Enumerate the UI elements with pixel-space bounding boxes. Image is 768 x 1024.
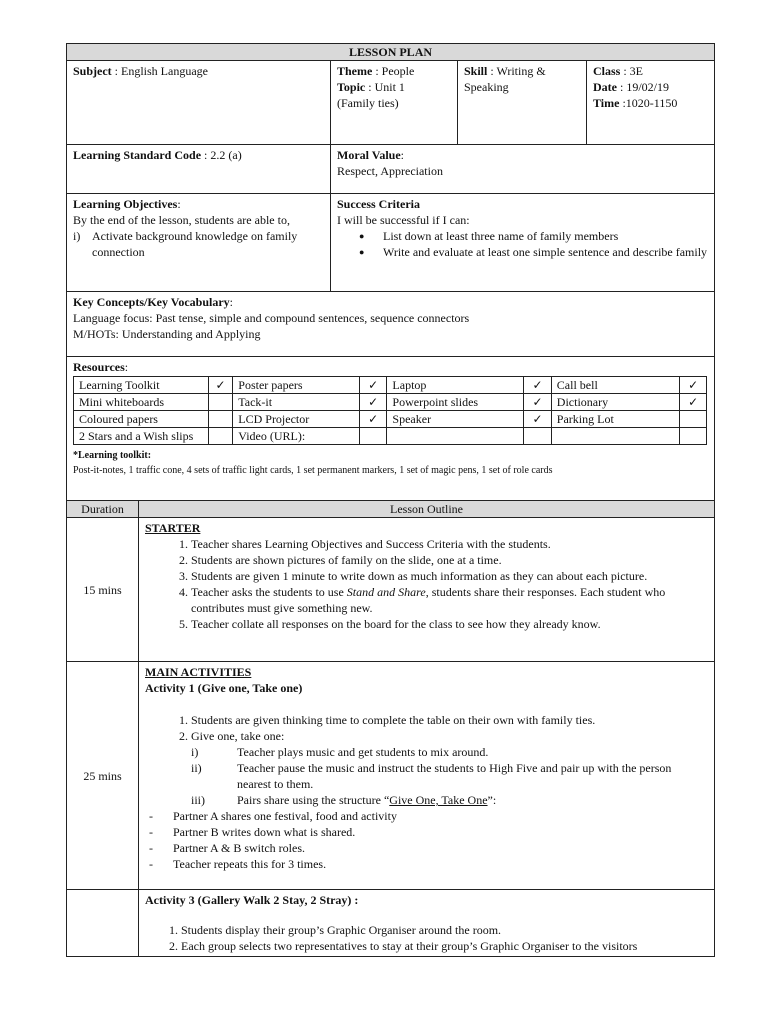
- theme-label: Theme: [337, 64, 373, 78]
- resource-item: [387, 428, 524, 445]
- objectives-label: Learning Objectives: [73, 197, 178, 211]
- concepts-line-2: M/HOTs: Understanding and Applying: [73, 327, 261, 341]
- tick-mark: [208, 428, 233, 445]
- standard-label: Learning Standard Code: [73, 148, 202, 162]
- resource-item: Laptop: [387, 377, 524, 394]
- tick-mark: ✓: [359, 411, 387, 428]
- topic-value: : Unit 1: [365, 80, 405, 94]
- starter-cell: [139, 518, 715, 662]
- resource-item: Call bell: [551, 377, 680, 394]
- date-value: : 19/02/19: [617, 80, 670, 94]
- success-list: [337, 228, 708, 260]
- tick-mark: ✓: [680, 377, 707, 394]
- tick-mark: [680, 411, 707, 428]
- toolkit-text: Post-it-notes, 1 traffic cone, 4 sets of traffic light cards, 1 set permanent markers, 1 set of magic pens, 1 set of role cards: [73, 465, 553, 476]
- resource-row: [74, 411, 707, 428]
- starter-duration: 15 mins: [67, 518, 139, 662]
- outline-header: Lesson Outline: [139, 501, 715, 518]
- success-item: ● Write and evaluate at least one simple sentence and describe family: [383, 244, 708, 260]
- dash-item: - Partner A shares one festival, food and activity: [149, 809, 397, 823]
- list-item: 2. Each group selects two representatives to stay at their group’s Graphic Organiser to the visitors: [181, 938, 708, 954]
- tick-mark: [208, 394, 233, 411]
- resource-item: Coloured papers: [74, 411, 209, 428]
- theme-cell: [331, 61, 458, 145]
- skill-value: : Writing &: [487, 64, 546, 78]
- resources-cell: Resources: Learning Toolkit ✓ Poster papers ✓ Laptop ✓ Call bell ✓ Mini whiteboards Tack-it ✓ Powerpoint slides ✓ Dictionary ✓ Coloured papers LCD Projector ✓ Speaker ✓ Parking Lot 2 Stars and a Wish slips Video (URL): *Learning toolkit: Post-it-notes, 1 traffic cone, 4 sets of traffic light cards, 1 set permanent markers, 1 set of magic pens, 1 set of role cards: [67, 357, 715, 501]
- gallery-duration: [67, 890, 139, 957]
- success-intro: I will be successful if I can:: [337, 213, 470, 227]
- resource-item: Video (URL):: [233, 428, 360, 445]
- dash-item: - Partner B writes down what is shared.: [149, 825, 356, 839]
- list-item: 4. Teacher asks the students to use Stand and Share, students share their responses. Each student who contributes must give something new.: [191, 584, 708, 616]
- tick-mark: [208, 411, 233, 428]
- resources-label: Resources: [73, 360, 125, 374]
- subject-cell: [67, 61, 331, 145]
- tick-mark: ✓: [524, 377, 552, 394]
- resources-table: [73, 376, 707, 445]
- moral-value: Respect, Appreciation: [337, 164, 443, 178]
- list-item: 5. Teacher collate all responses on the board for the class to see how they already know.: [191, 616, 708, 632]
- lesson-plan-table: [66, 43, 715, 957]
- activity-3-title: Activity 3 (Gallery Walk 2 Stay, 2 Stray) :: [145, 893, 359, 907]
- tick-mark: ✓: [680, 394, 707, 411]
- topic-label: Topic: [337, 80, 366, 94]
- tick-mark: [524, 428, 552, 445]
- toolkit-label: *Learning toolkit:: [73, 450, 152, 461]
- concepts-cell: Key Concepts/Key Vocabulary: Language focus: Past tense, simple and compound sentences, sequence connectors M/HOTs: Understanding and Applying: [67, 292, 715, 357]
- tick-mark: ✓: [524, 394, 552, 411]
- success-cell: [331, 194, 715, 292]
- sub-item: i) Teacher plays music and get students to mix around.: [191, 745, 489, 759]
- moral-cell: Moral Value: Respect, Appreciation: [331, 145, 715, 194]
- tick-mark: ✓: [208, 377, 233, 394]
- objectives-intro: By the end of the lesson, students are able to,: [73, 213, 290, 227]
- main-activities-cell: [139, 662, 715, 890]
- tick-mark: ✓: [359, 394, 387, 411]
- list-item: 1. Students display their group’s Graphic Organiser around the room.: [181, 922, 708, 938]
- resource-item: Powerpoint slides: [387, 394, 524, 411]
- success-label: Success Criteria: [337, 197, 420, 211]
- resource-item: Tack-it: [233, 394, 360, 411]
- resource-item: 2 Stars and a Wish slips: [74, 428, 209, 445]
- main-duration: 25 mins: [67, 662, 139, 890]
- objective-num: i): [73, 229, 81, 243]
- tick-mark: ✓: [359, 377, 387, 394]
- sub-item: iii) Pairs share using the structure “Give One, Take One”:: [191, 793, 497, 807]
- sub-item: ii) Teacher pause the music and instruct the students to High Five and pair up with the person nearest to them.: [191, 761, 672, 791]
- resource-item: Poster papers: [233, 377, 360, 394]
- time-label: Time: [593, 96, 620, 110]
- dash-item: - Teacher repeats this for 3 times.: [149, 857, 327, 871]
- gallery-list: [145, 922, 708, 954]
- skill-cell: [458, 61, 587, 145]
- concepts-label: Key Concepts/Key Vocabulary: [73, 295, 230, 309]
- theme-value: : People: [372, 64, 415, 78]
- starter-title: STARTER: [145, 521, 201, 535]
- resource-row: [74, 377, 707, 394]
- skill-value-2: Speaking: [464, 80, 509, 94]
- list-item: 2. Students are shown pictures of family on the slide, one at a time.: [191, 552, 708, 568]
- objective-text-2: connection: [92, 245, 145, 259]
- success-item: ● List down at least three name of family members: [383, 228, 708, 244]
- date-label: Date: [593, 80, 617, 94]
- main-list: [145, 712, 708, 744]
- standard-cell: [67, 145, 331, 194]
- list-item: 2. Give one, take one:: [191, 728, 708, 744]
- list-item: 1. Students are given thinking time to complete the table on their own with family ties.: [191, 712, 708, 728]
- resource-item: LCD Projector: [233, 411, 360, 428]
- tick-mark: [359, 428, 387, 445]
- activity-1-title: Activity 1 (Give one, Take one): [145, 681, 303, 695]
- duration-header: Duration: [67, 501, 139, 518]
- main-title: MAIN ACTIVITIES: [145, 665, 252, 679]
- objectives-cell: Learning Objectives: By the end of the lesson, students are able to, i) Activate background knowledge on family connection: [67, 194, 331, 292]
- objective-text: Activate background knowledge on family: [92, 229, 298, 243]
- moral-label: Moral Value: [337, 148, 401, 162]
- lesson-plan-document: [66, 43, 714, 957]
- topic-sub: (Family ties): [337, 96, 399, 110]
- resource-item: Parking Lot: [551, 411, 680, 428]
- tick-mark: [680, 428, 707, 445]
- resource-item: Learning Toolkit: [74, 377, 209, 394]
- class-cell: [587, 61, 715, 145]
- resource-item: Dictionary: [551, 394, 680, 411]
- list-item: 1. Teacher shares Learning Objectives and Success Criteria with the students.: [191, 536, 708, 552]
- resource-row: [74, 394, 707, 411]
- skill-label: Skill: [464, 64, 488, 78]
- subject-value: : English Language: [111, 64, 208, 78]
- resource-row: [74, 428, 707, 445]
- list-item: 3. Students are given 1 minute to write down as much information as they can about each picture.: [191, 568, 708, 584]
- gallery-cell: [139, 890, 715, 957]
- starter-list: [145, 536, 708, 632]
- class-value: : 3E: [620, 64, 644, 78]
- time-value: :1020-1150: [619, 96, 678, 110]
- dash-item: - Partner A & B switch roles.: [149, 841, 305, 855]
- concepts-line-1: Language focus: Past tense, simple and compound sentences, sequence connectors: [73, 311, 470, 325]
- subject-label: Subject: [73, 64, 112, 78]
- resource-item: Mini whiteboards: [74, 394, 209, 411]
- resource-item: Speaker: [387, 411, 524, 428]
- lesson-plan-title: LESSON PLAN: [67, 44, 715, 61]
- resource-item: [551, 428, 680, 445]
- class-label: Class: [593, 64, 621, 78]
- standard-value: : 2.2 (a): [201, 148, 242, 162]
- tick-mark: ✓: [524, 411, 552, 428]
